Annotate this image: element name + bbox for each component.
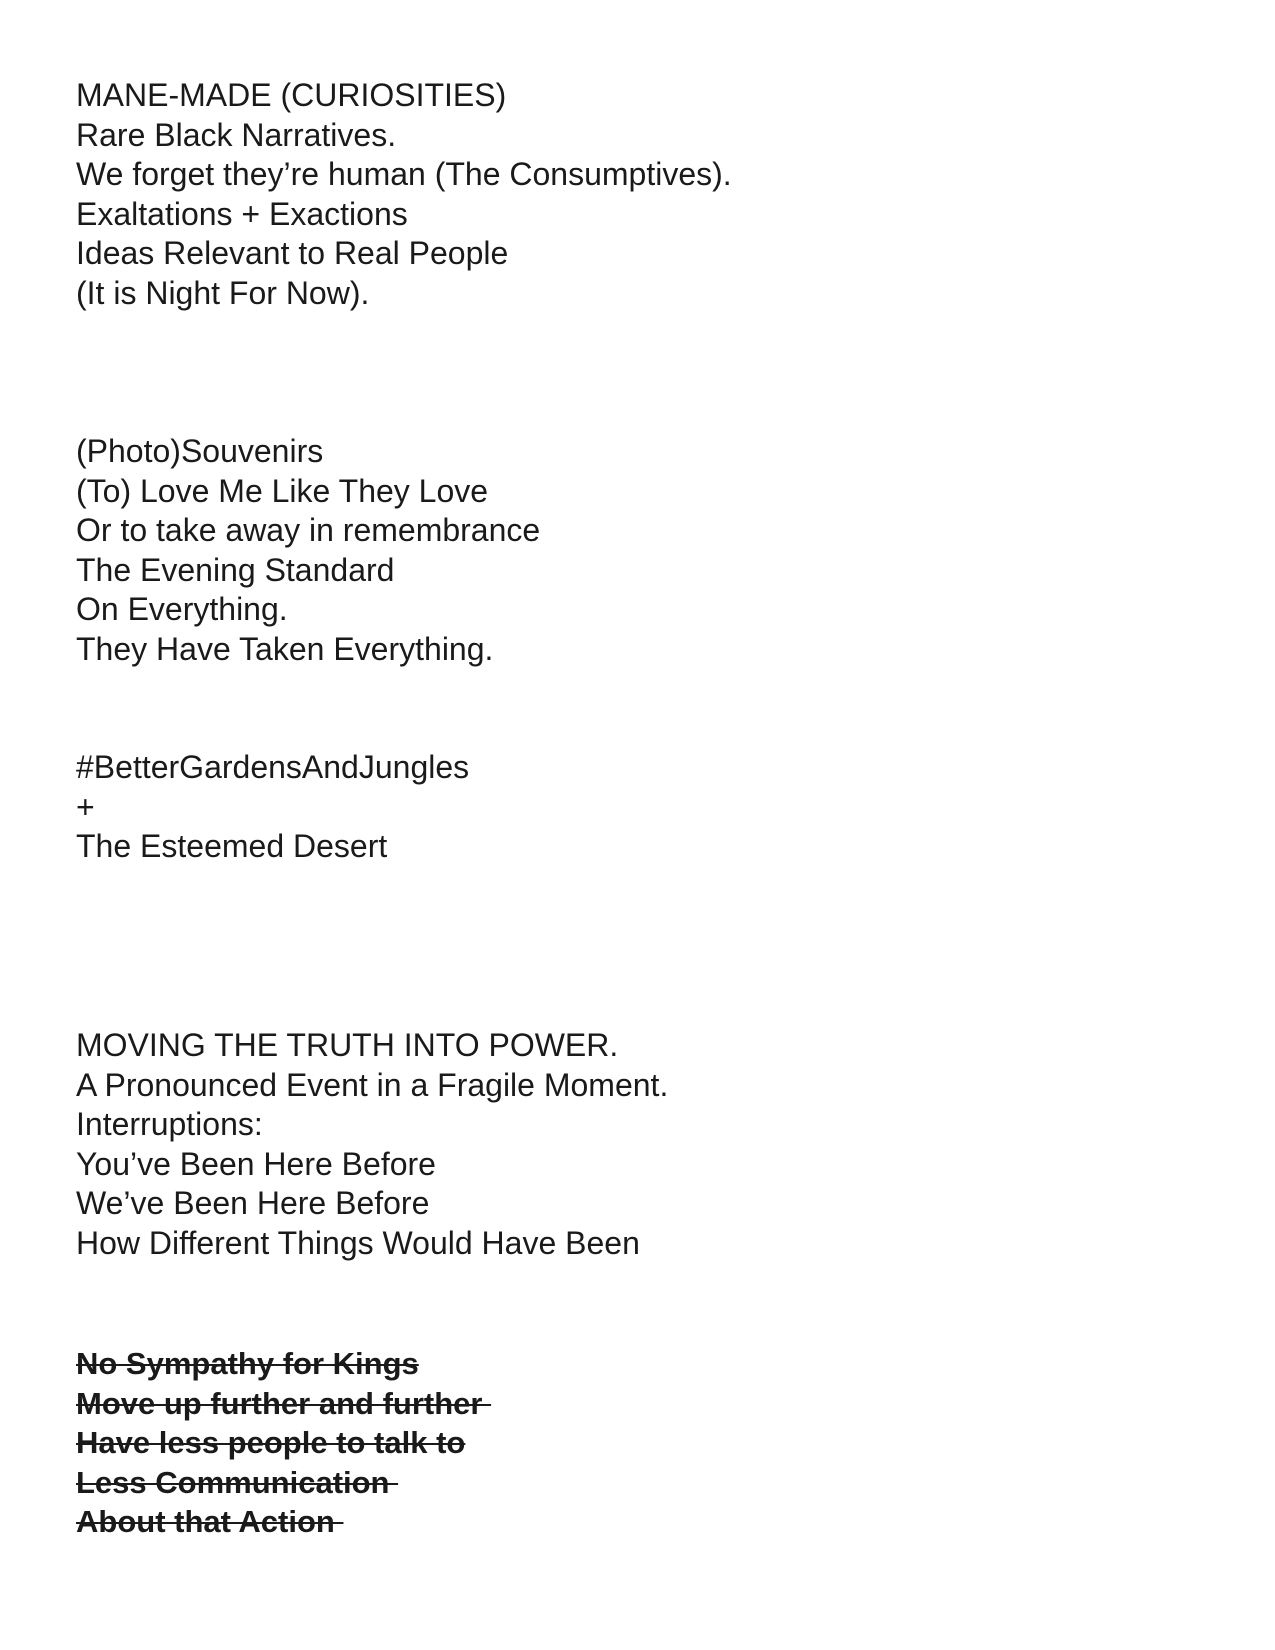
stanza-line: (Photo)Souvenirs bbox=[76, 433, 324, 469]
stanza-line: (It is Night For Now). bbox=[76, 274, 370, 311]
stanza-line: The Esteemed Desert bbox=[76, 828, 388, 864]
stanza-line: You’ve Been Here Before bbox=[76, 1145, 436, 1182]
stanza-gardens-and-jungles bbox=[76, 748, 469, 867]
stanza-mane-made bbox=[76, 76, 732, 313]
struck-line: About that Action bbox=[76, 1504, 344, 1539]
stanza-line: Exaltations + Exactions bbox=[76, 195, 408, 232]
stanza-line: On Everything. bbox=[76, 591, 288, 627]
stanza-line: Or to take away in remembrance bbox=[76, 512, 541, 548]
stanza-line: MANE-MADE (CURIOSITIES) bbox=[76, 77, 507, 113]
stanza-line: We’ve Been Here Before bbox=[76, 1185, 430, 1221]
stanza-struck-through bbox=[76, 1344, 491, 1542]
stanza-line: Rare Black Narratives. bbox=[76, 116, 397, 153]
stanza-moving-the-truth bbox=[76, 1026, 668, 1263]
stanza-line: The Evening Standard bbox=[76, 551, 395, 588]
stanza-line: We forget they’re human (The Consumptives). bbox=[76, 156, 732, 192]
stanza-line: Interruptions: bbox=[76, 1106, 263, 1142]
stanza-line: Ideas Relevant to Real People bbox=[76, 235, 509, 271]
struck-line: Move up further and further bbox=[76, 1385, 492, 1421]
stanza-line: (To) Love Me Like They Love bbox=[76, 472, 489, 509]
stanza-line: They Have Taken Everything. bbox=[76, 630, 494, 667]
struck-line: Less Communication bbox=[76, 1464, 399, 1500]
stanza-line: How Different Things Would Have Been bbox=[76, 1224, 640, 1261]
struck-line: Have less people to talk to bbox=[76, 1425, 466, 1460]
stanza-line: #BetterGardensAndJungles bbox=[76, 749, 470, 785]
stanza-line: + bbox=[76, 788, 95, 825]
stanza-photo-souvenirs bbox=[76, 432, 540, 669]
stanza-line: MOVING THE TRUTH INTO POWER. bbox=[76, 1027, 619, 1063]
stanza-line: A Pronounced Event in a Fragile Moment. bbox=[76, 1066, 669, 1103]
struck-line: No Sympathy for Kings bbox=[76, 1346, 419, 1381]
